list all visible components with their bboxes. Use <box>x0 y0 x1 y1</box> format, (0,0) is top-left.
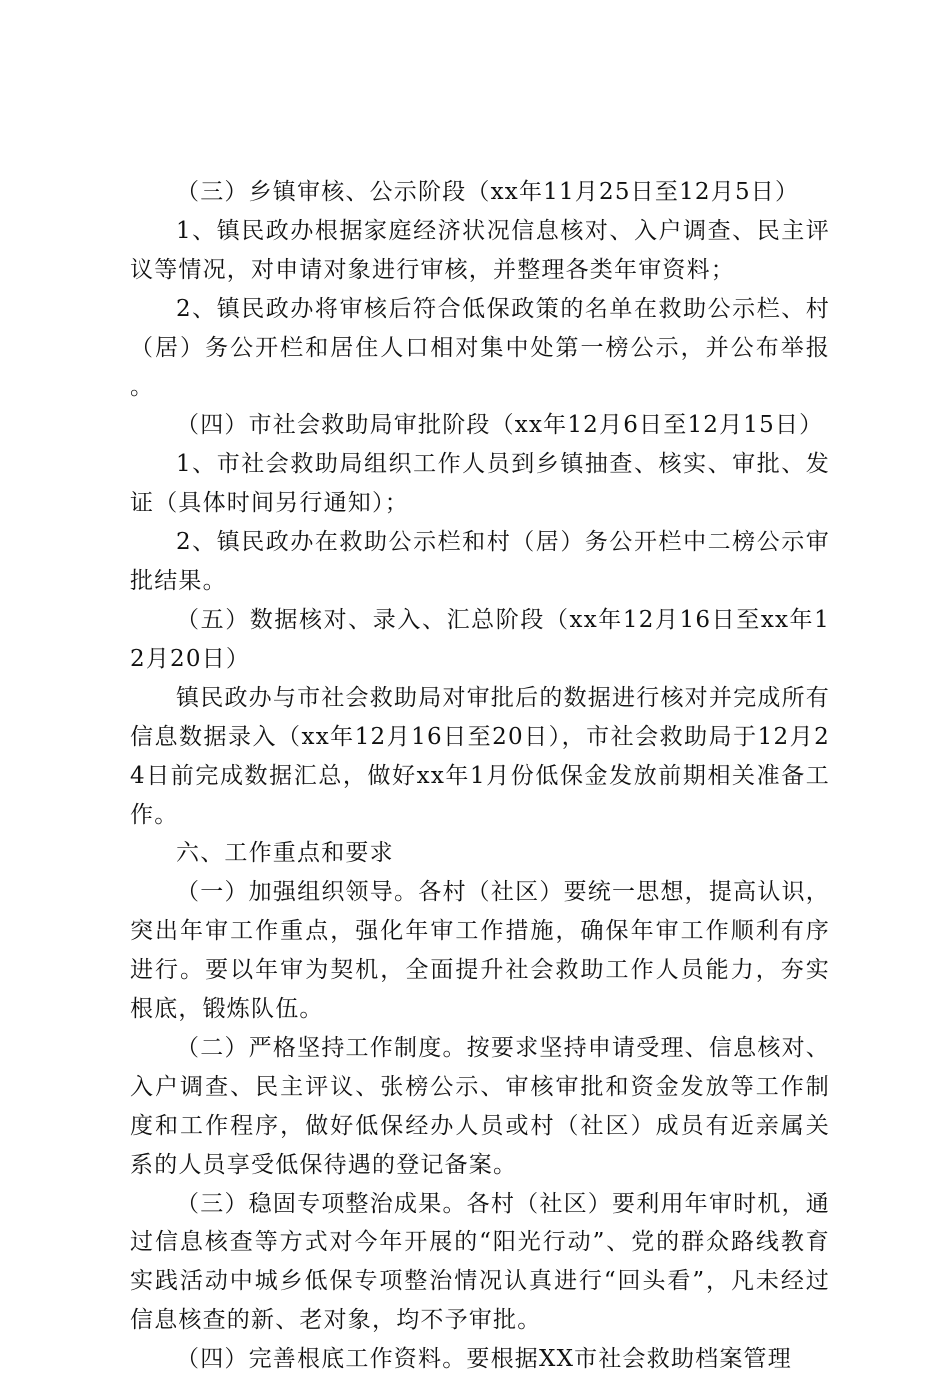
paragraph-requirement-3: （三）稳固专项整治成果。各村（社区）要利用年审时机，通过信息核查等方式对今年开展的“阳光行动”、党的群众路线教育实践活动中城乡低保专项整治情况认真进行“回头看”，凡未经过信息核查的新、老对象，均不予审批。 <box>130 1190 830 1334</box>
paragraph-requirement-2: （二）严格坚持工作制度。按要求坚持申请受理、信息核对、入户调查、民主评议、张榜公示、审核审批和资金发放等工作制度和工作程序，做好低保经办人员或村（社区）成员有近亲属关系的人员享受低保待遇的登记备案。 <box>130 1034 830 1178</box>
section-heading-five: （五）数据核对、录入、汇总阶段（xx年12月16日至xx年12月20日） <box>130 606 830 672</box>
paragraph-item-1: 1、镇民政办根据家庭经济状况信息核对、入户调查、民主评议等情况，对申请对象进行审核，并整理各类年审资料； <box>130 217 830 283</box>
section-heading-three: （三）乡镇审核、公示阶段（xx年11月25日至12月5日） <box>176 179 800 205</box>
paragraph-item-1b: 1、市社会救助局组织工作人员到乡镇抽查、核实、审批、发证（具体时间另行通知）； <box>130 451 830 517</box>
section-heading-four: （四）市社会救助局审批阶段（xx年12月6日至12月15日） <box>176 412 824 439</box>
paragraph-requirement-1: （一）加强组织领导。各村（社区）要统一思想，提高认识，突出年审工作重点，强化年审工作措施，确保年审工作顺利有序进行。要以年审为契机，全面提升社会救助工作人员能力，夯实根底，锻炼队伍。 <box>130 879 830 1023</box>
paragraph-requirement-4: （四）完善根底工作资料。要根据XX市社会救助档案管理 <box>176 1346 792 1373</box>
paragraph-item-2: 2、镇民政办将审核后符合低保政策的名单在救助公示栏、村（居）务公开栏和居住人口相对集中处第一榜公示，并公布举报 。 <box>130 295 830 400</box>
paragraph-data-entry: 镇民政办与市社会救助局对审批后的数据进行核对并完成所有信息数据录入（xx年12月16日至20日），市社会救助局于12月24日前完成数据汇总，做好xx年1月份低保金发放前期相关准备工作。 <box>130 684 830 828</box>
paragraph-item-2b: 2、镇民政办在救助公示栏和村（居）务公开栏中二榜公示审批结果。 <box>130 529 830 595</box>
section-heading-six: 六、工作重点和要求 <box>176 840 394 867</box>
document-page <box>130 173 830 1379</box>
